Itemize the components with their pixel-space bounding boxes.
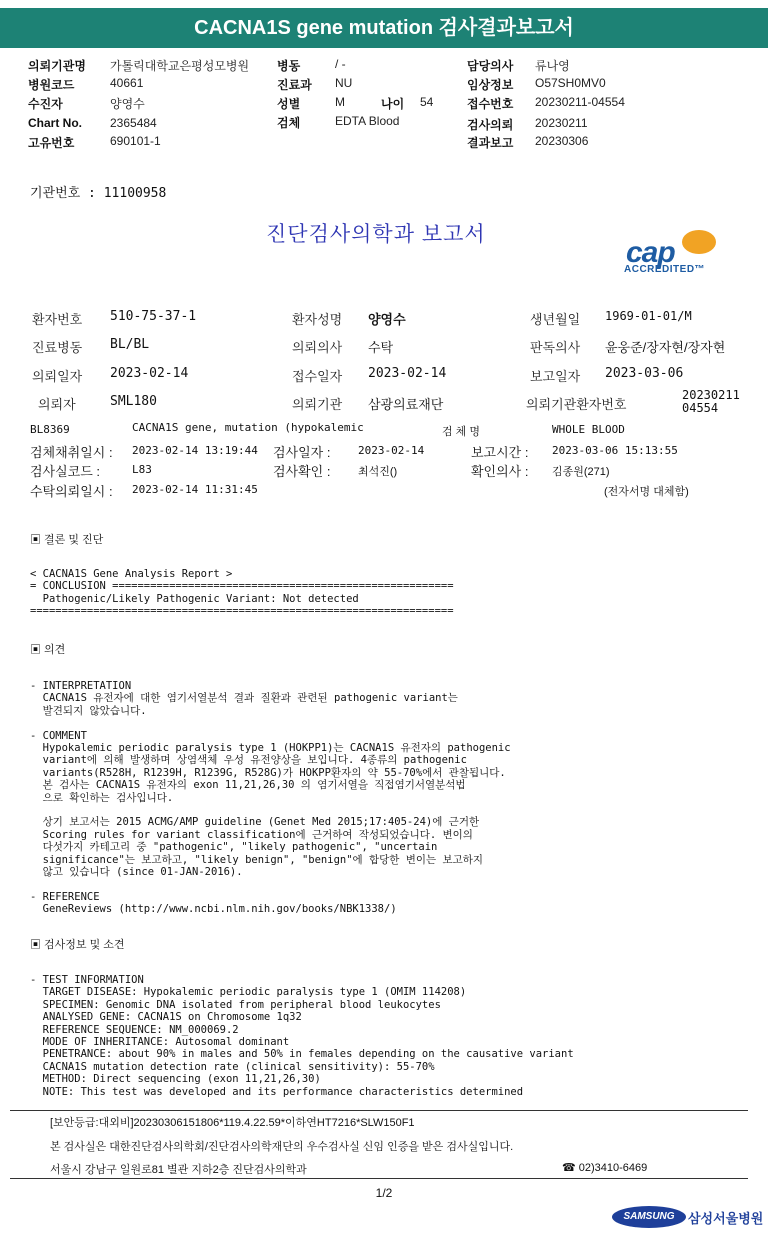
patient-value: 510-75-37-1 (110, 309, 197, 324)
header-value: 690101-1 (110, 134, 161, 148)
time-value: 2023-02-14 (358, 444, 425, 457)
patient-value: SML180 (110, 394, 157, 409)
patient-label: 의뢰기관 (292, 397, 343, 412)
patient-label: 환자번호 (32, 312, 83, 327)
report-title-bar: CACNA1S gene mutation 검사결과보고서 (0, 8, 768, 48)
patient-label: 의뢰일자 (32, 369, 83, 384)
header-value: 양영수 (110, 97, 145, 111)
address-line: 서울시 강남구 일원로81 별관 지하2층 진단검사의학과 (50, 1164, 307, 1176)
time-label: 검사일자 : (273, 445, 331, 460)
test-code: BL8369 (30, 423, 70, 436)
phone-line: ☎ 02)3410-6469 (562, 1162, 648, 1174)
header-label: 담당의사 (467, 59, 514, 73)
patient-value: 2023021104554 (682, 388, 740, 415)
time-label: 수탁의뢰일시 : (30, 484, 113, 499)
specimen-label: 검 체 명 (442, 426, 480, 438)
header-value: 20230211-04554 (535, 95, 625, 109)
time-value: L83 (132, 463, 152, 476)
info-text: - TEST INFORMATION TARGET DISEASE: Hypokalemic periodic paralysis type 1 (OMIM 114208) SPECIMEN: Genomic DNA isolated from peripheral blood leukocytes ANALYSED GENE: CACNA1S on Chromosome 1q32 REFERENCE SEQUENCE: NM_000069.2 MODE OF INHERITANCE: Autosomal dominant PENETRANCE: about 90% in males and 50% in females depending on the causative variant CACNA1S mutation detection rate (clinical sensitivity): 55-70% METHOD: Direct sequencing (exon 11,21,26,30) NOTE: This test was developed and its performance characteristics determined (30, 974, 574, 1098)
certification-line: 본 검사실은 대한진단검사의학회/진단검사의학재단의 우수검사실 신임 인증을 받은 검사실입니다. (50, 1141, 514, 1153)
header-label: 병원코드 (28, 78, 75, 92)
header-label: 성별 (277, 97, 301, 111)
patient-label: 판독의사 (530, 340, 581, 355)
header-label: 검체 (277, 116, 301, 130)
patient-label: 의뢰자 (38, 397, 76, 412)
patient-value: 2023-02-14 (110, 366, 189, 381)
hospital-name: 삼성서울병원 (688, 1211, 764, 1226)
conclusion-text: < CACNA1S Gene Analysis Report > = CONCLUSION ====================================================== Pathogenic/Likely Pathogenic Variant: Not detected =================================================================== (30, 568, 454, 618)
patient-label: 접수일자 (292, 369, 343, 384)
cap-accredited-logo: cap ACCREDITED™ (618, 226, 728, 276)
report-heading: 진단검사의학과 보고서 (266, 223, 486, 246)
patient-label: 의뢰기관환자번호 (526, 397, 627, 412)
patient-label: 진료병동 (32, 340, 83, 355)
header-value: EDTA Blood (335, 114, 400, 128)
time-label: 확인의사 : (471, 464, 529, 479)
time-label: 검체채취일시 : (30, 445, 113, 460)
test-name: CACNA1S gene, mutation (hypokalemic (132, 421, 364, 434)
patient-label: 환자성명 (292, 312, 343, 327)
header-value: 40661 (110, 76, 144, 90)
report-page (10, 170, 760, 1210)
header-label: 임상정보 (467, 78, 514, 92)
footer-divider (10, 1110, 748, 1111)
patient-value: BL/BL (110, 337, 150, 352)
header-value: 20230306 (535, 134, 589, 148)
conclusion-heading: ▣ 결론 및 진단 (30, 534, 104, 546)
time-label: 검사확인 : (273, 464, 331, 479)
patient-value: 삼광의료재단 (368, 397, 444, 412)
patient-label: 생년월일 (530, 312, 581, 327)
patient-value: 2023-03-06 (605, 366, 684, 381)
header-label: 결과보고 (467, 136, 514, 150)
patient-value: 1969-01-01/M (605, 309, 692, 323)
patient-value: 윤웅준/장자현/장자현 (605, 340, 726, 355)
time-value: 2023-03-06 15:13:55 (552, 444, 678, 457)
opinion-text: - INTERPRETATION CACNA1S 유전자에 대한 염기서열분석 결과 질환과 관련된 pathogenic variant는 발견되지 않았습니다. - COMMENT Hypokalemic periodic paralysis type 1 (HOKPP1)는 CACNA1S 유전자의 pathogenic variant에 의해 발생하며 상염색체 우성 유전양상을 보입니다. 4종류의 pathogenic variants(R528H, R1239H, R1239G, R528G)가 HOKPP환자의 약 55-70%에서 관찰됩니다. 본 검사는 CACNA1S 유전자의 exon 11,21,26,30 의 염기서열을 직접염기서열분석법 으로 확인하는 검사입니다. 상기 보고서는 2015 ACMG/AMP guideline (Genet Med 2015;17:405-24)에 근거한 Scoring rules for variant classification에 근거하여 작성되었습니다. 변이의 다섯가지 카테고리 중 "pathogenic", "likely pathogenic", "uncertain significance"는 보고하고, "likely benign", "benign"에 합당한 변이는 보고하지 않고 있습니다 (since 01-JAN-2016). - REFERENCE GeneReviews (http://www.ncbi.nlm.nih.gov/books/NBK1338/) (30, 680, 511, 916)
time-value: 2023-02-14 13:19:44 (132, 444, 258, 457)
signature-note: (전자서명 대체함) (604, 486, 689, 498)
time-value: 2023-02-14 11:31:45 (132, 483, 258, 496)
patient-value: 수탁 (368, 340, 394, 355)
specimen-value: WHOLE BLOOD (552, 423, 625, 436)
header-label: 진료과 (277, 78, 312, 92)
header-value: 류나영 (535, 59, 570, 73)
time-label: 검사실코드 : (30, 464, 101, 479)
header-label: 고유번호 (28, 136, 75, 150)
time-label: 보고시간 : (471, 445, 529, 460)
header-value: 20230211 (535, 116, 588, 130)
info-heading: ▣ 검사정보 및 소견 (30, 939, 125, 951)
header-label: 나이 (381, 97, 405, 111)
header-label: 수진자 (28, 97, 63, 111)
header-label: 접수번호 (467, 97, 514, 111)
patient-label: 보고일자 (530, 369, 581, 384)
header-label: 병동 (277, 59, 301, 73)
header-value: M (335, 95, 345, 109)
header-label: 의뢰기관명 (28, 59, 86, 73)
header-value: 54 (420, 95, 434, 109)
institution-number: 기관번호 : 11100958 (30, 186, 167, 201)
time-value: 최석진() (358, 466, 398, 478)
header-value: / - (335, 57, 346, 71)
page-number: 1/2 (375, 1186, 393, 1200)
time-value: 김종원(271) (552, 466, 610, 478)
patient-label: 의뢰의사 (292, 340, 343, 355)
header-label: 검사의뢰 (467, 118, 514, 132)
header-label: Chart No. (28, 116, 82, 130)
header-value: NU (335, 76, 353, 90)
header-value: 가톨릭대학교은평성모병원 (110, 59, 250, 73)
patient-value: 양영수 (368, 312, 406, 327)
opinion-heading: ▣ 의견 (30, 644, 66, 656)
footer-divider-bottom (10, 1178, 748, 1179)
patient-value: 2023-02-14 (368, 366, 447, 381)
cap-emblem-icon (682, 230, 716, 254)
header-value: 2365484 (110, 116, 157, 130)
samsung-logo: SAMSUNG (612, 1206, 686, 1228)
header-value: O57SH0MV0 (535, 76, 606, 90)
security-line: [보안등급:대외비]20230306151806*119.4.22.59*이하연HT7216*SLW150F1 (50, 1117, 415, 1129)
